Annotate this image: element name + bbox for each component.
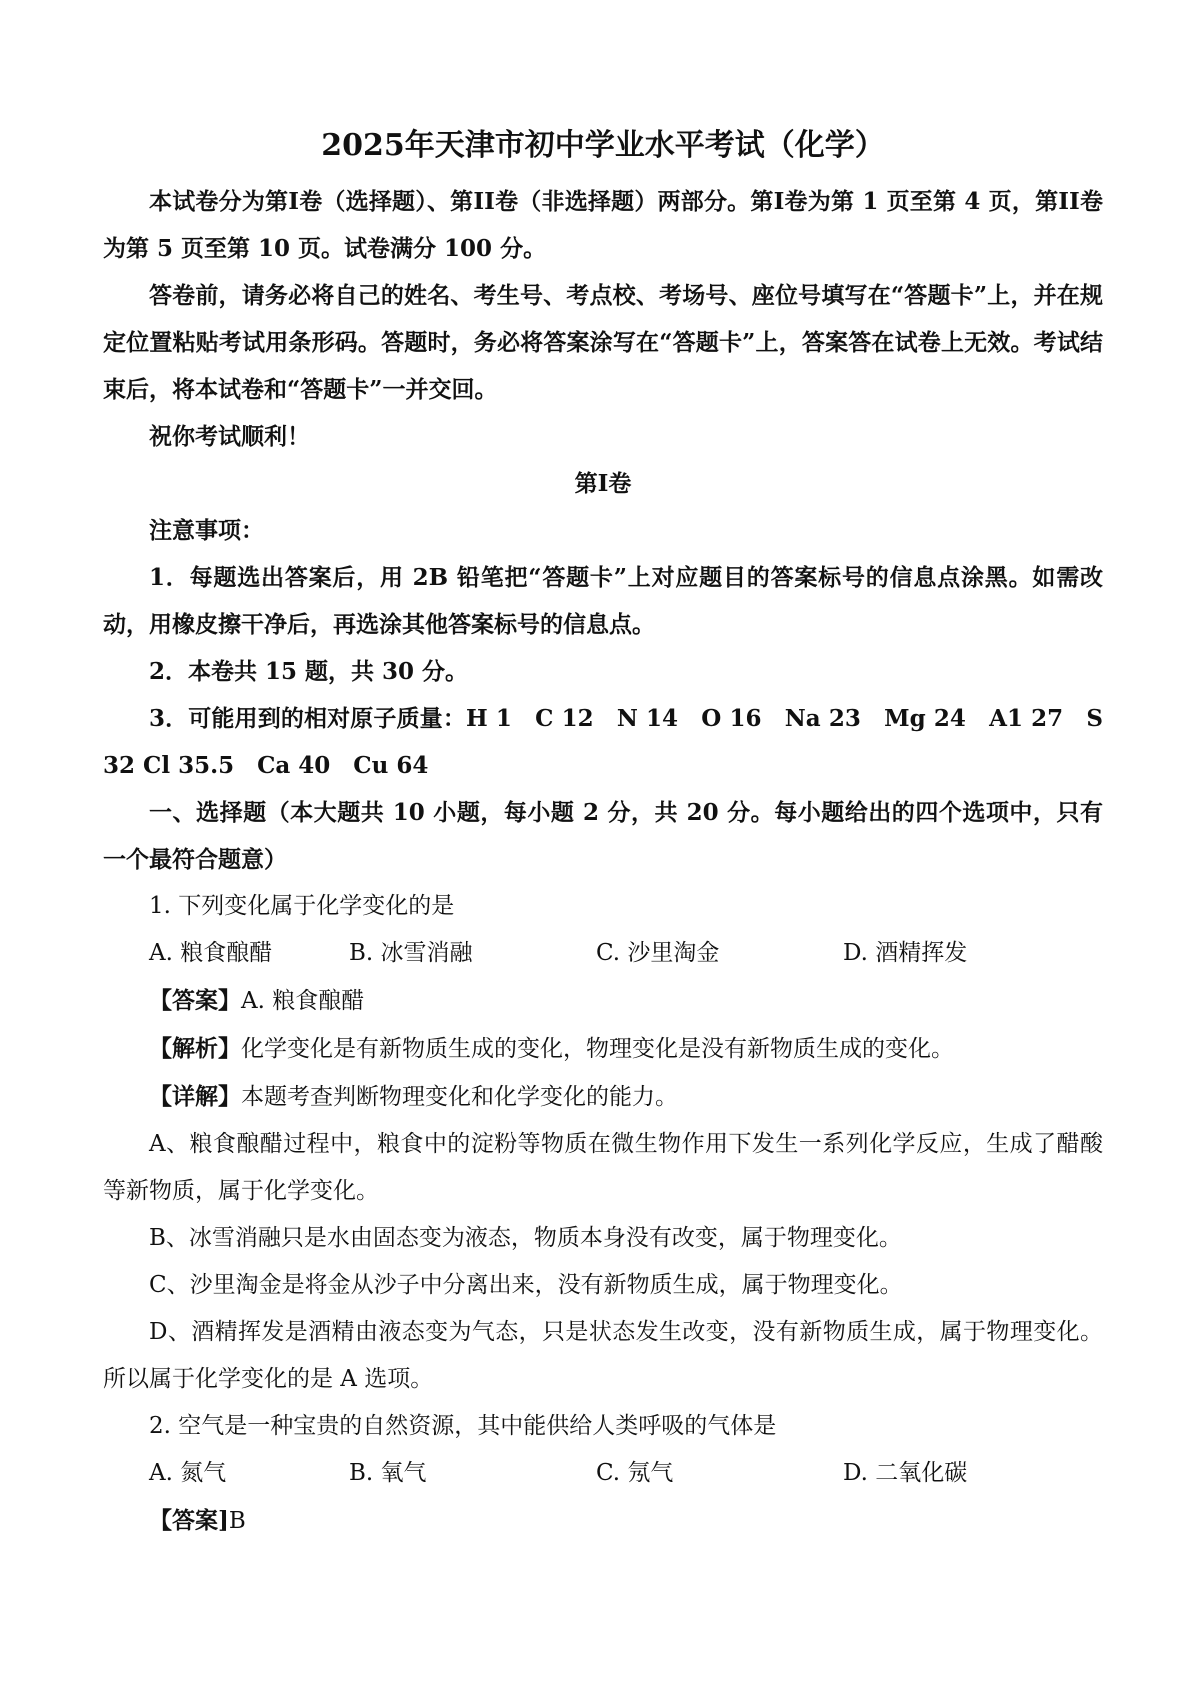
question-1-detail — [103, 1073, 1103, 1121]
notes-heading: 注意事项： — [149, 517, 264, 544]
intro-paragraph-2: 答卷前，请务必将自己的姓名、考生号、考点校、考场号、座位号填写在“答题卡”上，并在规定位置粘贴考试用条形码。答题时，务必将答案涂写在“答题卡”上，答案答在试卷上无效。考试结束后，将本试卷和“答题卡”一并交回。 — [103, 282, 1103, 403]
note-3: 3．可能用到的相对原子质量：H 1 C 12 N 14 O 16 Na 23 Mg 24 A1 27 S 32 Cl 35.5 Ca 40 Cu 64 — [103, 705, 1103, 779]
question-1-options — [103, 930, 1103, 977]
question-2-options — [103, 1450, 1103, 1497]
question-1-option-d: D. 酒精挥发 — [843, 940, 968, 966]
page-title: 2025年天津市初中学业水平考试（化学） — [321, 128, 885, 163]
answer-tag: 【答案】 — [149, 987, 241, 1014]
answer-text: A. 粮食酿醋 — [241, 988, 365, 1014]
note-1: 1．每题选出答案后，用 2B 铅笔把“答题卡”上对应题目的答案标号的信息点涂黑。如需改动，用橡皮擦干净后，再选涂其他答案标号的信息点。 — [103, 564, 1103, 638]
question-1-option-c: C. 沙里淘金 — [596, 940, 720, 966]
intro-paragraph-3: 祝你考试顺利！ — [149, 423, 310, 450]
answer-text: B — [228, 1508, 246, 1534]
question-1-option-a: A. 粮食酿醋 — [149, 940, 273, 966]
question-1-explain-a: A、粮食酿醋过程中，粮食中的淀粉等物质在微生物作用下发生一系列化学反应，生成了醋酸等新物质，属于化学变化。 — [103, 1131, 1103, 1204]
section-title: 第I卷 — [574, 470, 632, 497]
detail-text: 本题考查判断物理变化和化学变化的能力。 — [241, 1084, 678, 1110]
question-2-answer — [103, 1497, 1103, 1545]
question-1-option-b: B. 冰雪消融 — [349, 940, 473, 966]
question-2-option-b: B. 氧气 — [349, 1460, 427, 1486]
question-1-answer — [103, 977, 1103, 1025]
intro-paragraph-1: 本试卷分为第I卷（选择题）、第II卷（非选择题）两部分。第I卷为第 1 页至第 4 页，第II卷为第 5 页至第 10 页。试卷满分 100 分。 — [103, 188, 1103, 262]
answer-tag: 【答案] — [149, 1507, 229, 1534]
part1-heading: 一、选择题（本大题共 10 小题，每小题 2 分，共 20 分。每小题给出的四个选项中，只有一个最符合题意） — [103, 799, 1103, 873]
detail-tag: 【详解】 — [149, 1083, 241, 1110]
question-1-analysis — [103, 1025, 1103, 1073]
question-1-explain-c: C、沙里淘金是将金从沙子中分离出来，没有新物质生成，属于物理变化。 — [149, 1272, 903, 1298]
question-2-option-a: A. 氮气 — [149, 1460, 227, 1486]
note-2: 2．本卷共 15 题，共 30 分。 — [149, 658, 469, 685]
question-1-stem: 1. 下列变化属于化学变化的是 — [149, 893, 455, 919]
question-1-explain-d: D、酒精挥发是酒精由液态变为气态，只是状态发生改变，没有新物质生成，属于物理变化。所以属于化学变化的是 A 选项。 — [103, 1319, 1103, 1392]
question-2-option-c: C. 氖气 — [596, 1460, 674, 1486]
question-2-option-d: D. 二氧化碳 — [843, 1460, 968, 1486]
analysis-text: 化学变化是有新物质生成的变化，物理变化是没有新物质生成的变化。 — [241, 1036, 954, 1062]
analysis-tag: 【解析】 — [149, 1035, 241, 1062]
exam-page — [103, 126, 1103, 1545]
question-2-stem: 2. 空气是一种宝贵的自然资源，其中能供给人类呼吸的气体是 — [149, 1413, 777, 1439]
question-1-explain-b: B、冰雪消融只是水由固态变为液态，物质本身没有改变，属于物理变化。 — [149, 1225, 902, 1251]
